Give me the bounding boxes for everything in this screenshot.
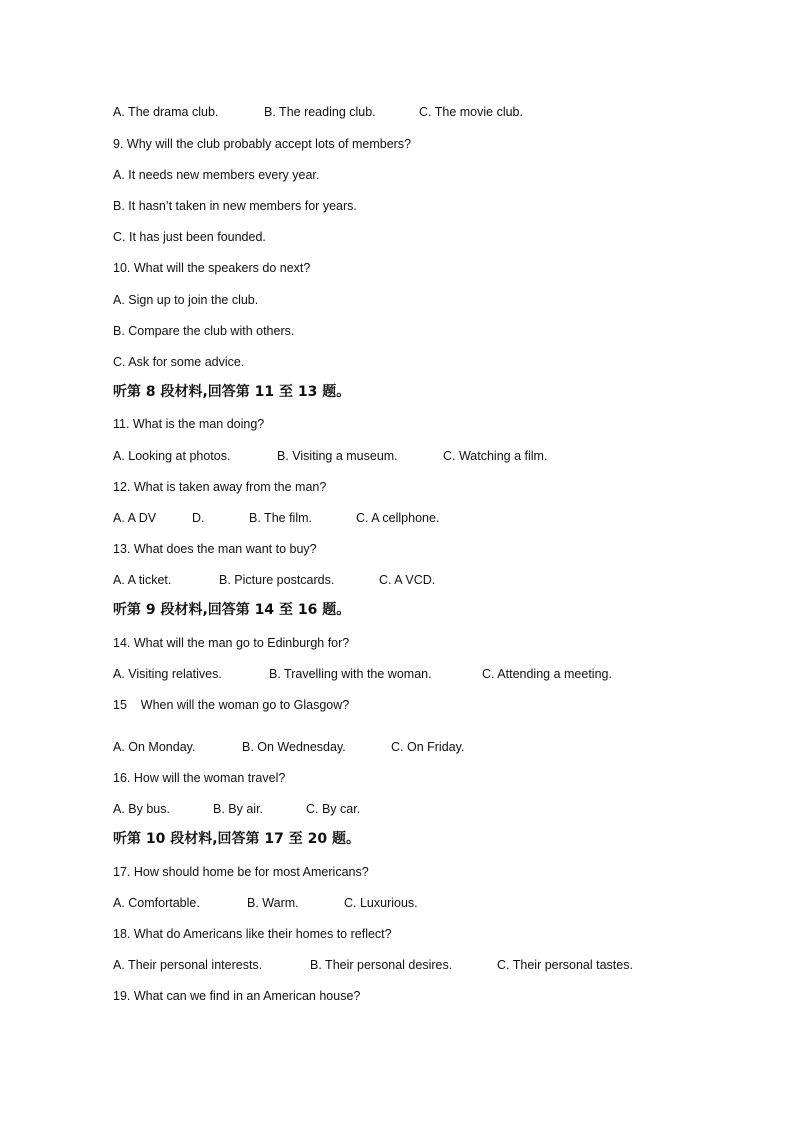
option-line: A. Sign up to join the club. [113, 293, 259, 307]
option-c: C. By car. [306, 802, 361, 816]
option-line: C. It has just been founded. [113, 230, 266, 244]
option-a: A. Looking at photos. [113, 449, 231, 463]
option-c: C. Luxurious. [344, 896, 418, 910]
question-9: 9. Why will the club probably accept lots of members? [113, 137, 412, 151]
option-b: B. Visiting a museum. [277, 449, 398, 463]
question-19: 19. What can we find in an American house? [113, 989, 361, 1003]
option-a: A. The drama club. [113, 105, 219, 119]
option-c: C. A cellphone. [356, 511, 440, 525]
question-11: 11. What is the man doing? [113, 417, 265, 431]
option-line: C. Ask for some advice. [113, 355, 245, 369]
option-a: A. By bus. [113, 802, 170, 816]
option-a: A. On Monday. [113, 740, 196, 754]
option-b: B. The reading club. [264, 105, 376, 119]
option-a: A. Their personal interests. [113, 958, 263, 972]
question-12: 12. What is taken away from the man? [113, 480, 327, 494]
question-18: 18. What do Americans like their homes to reflect? [113, 927, 392, 941]
option-line: B. It hasn’t taken in new members for years. [113, 199, 357, 213]
option-c: C. Attending a meeting. [482, 667, 612, 681]
question-17: 17. How should home be for most Americans? [113, 865, 369, 879]
option-c: C. A VCD. [379, 573, 436, 587]
option-b: B. On Wednesday. [242, 740, 346, 754]
option-c: C. On Friday. [391, 740, 465, 754]
option-d: D. [192, 511, 205, 525]
option-b: B. Their personal desires. [310, 958, 453, 972]
question-16: 16. How will the woman travel? [113, 771, 286, 785]
option-line: B. Compare the club with others. [113, 324, 295, 338]
option-a: A. A ticket. [113, 573, 172, 587]
question-13: 13. What does the man want to buy? [113, 542, 317, 556]
section-heading: 听第 8 段材料,回答第 11 至 13 题。 [113, 384, 351, 400]
option-b: B. Warm. [247, 896, 299, 910]
option-b: B. By air. [213, 802, 264, 816]
question-10: 10. What will the speakers do next? [113, 261, 311, 275]
option-c: C. Watching a film. [443, 449, 548, 463]
option-a: A. Comfortable. [113, 896, 200, 910]
option-b: B. Travelling with the woman. [269, 667, 432, 681]
option-c: C. The movie club. [419, 105, 523, 119]
option-b: B. Picture postcards. [219, 573, 335, 587]
option-b: B. The film. [249, 511, 312, 525]
option-line: A. It needs new members every year. [113, 168, 320, 182]
option-a: A. Visiting relatives. [113, 667, 222, 681]
option-a: A. A DV [113, 511, 157, 525]
question-14: 14. What will the man go to Edinburgh for? [113, 636, 350, 650]
question-15: 15 When will the woman go to Glasgow? [113, 698, 350, 712]
section-heading: 听第 10 段材料,回答第 17 至 20 题。 [113, 831, 361, 847]
option-c: C. Their personal tastes. [497, 958, 633, 972]
section-heading: 听第 9 段材料,回答第 14 至 16 题。 [113, 602, 351, 618]
